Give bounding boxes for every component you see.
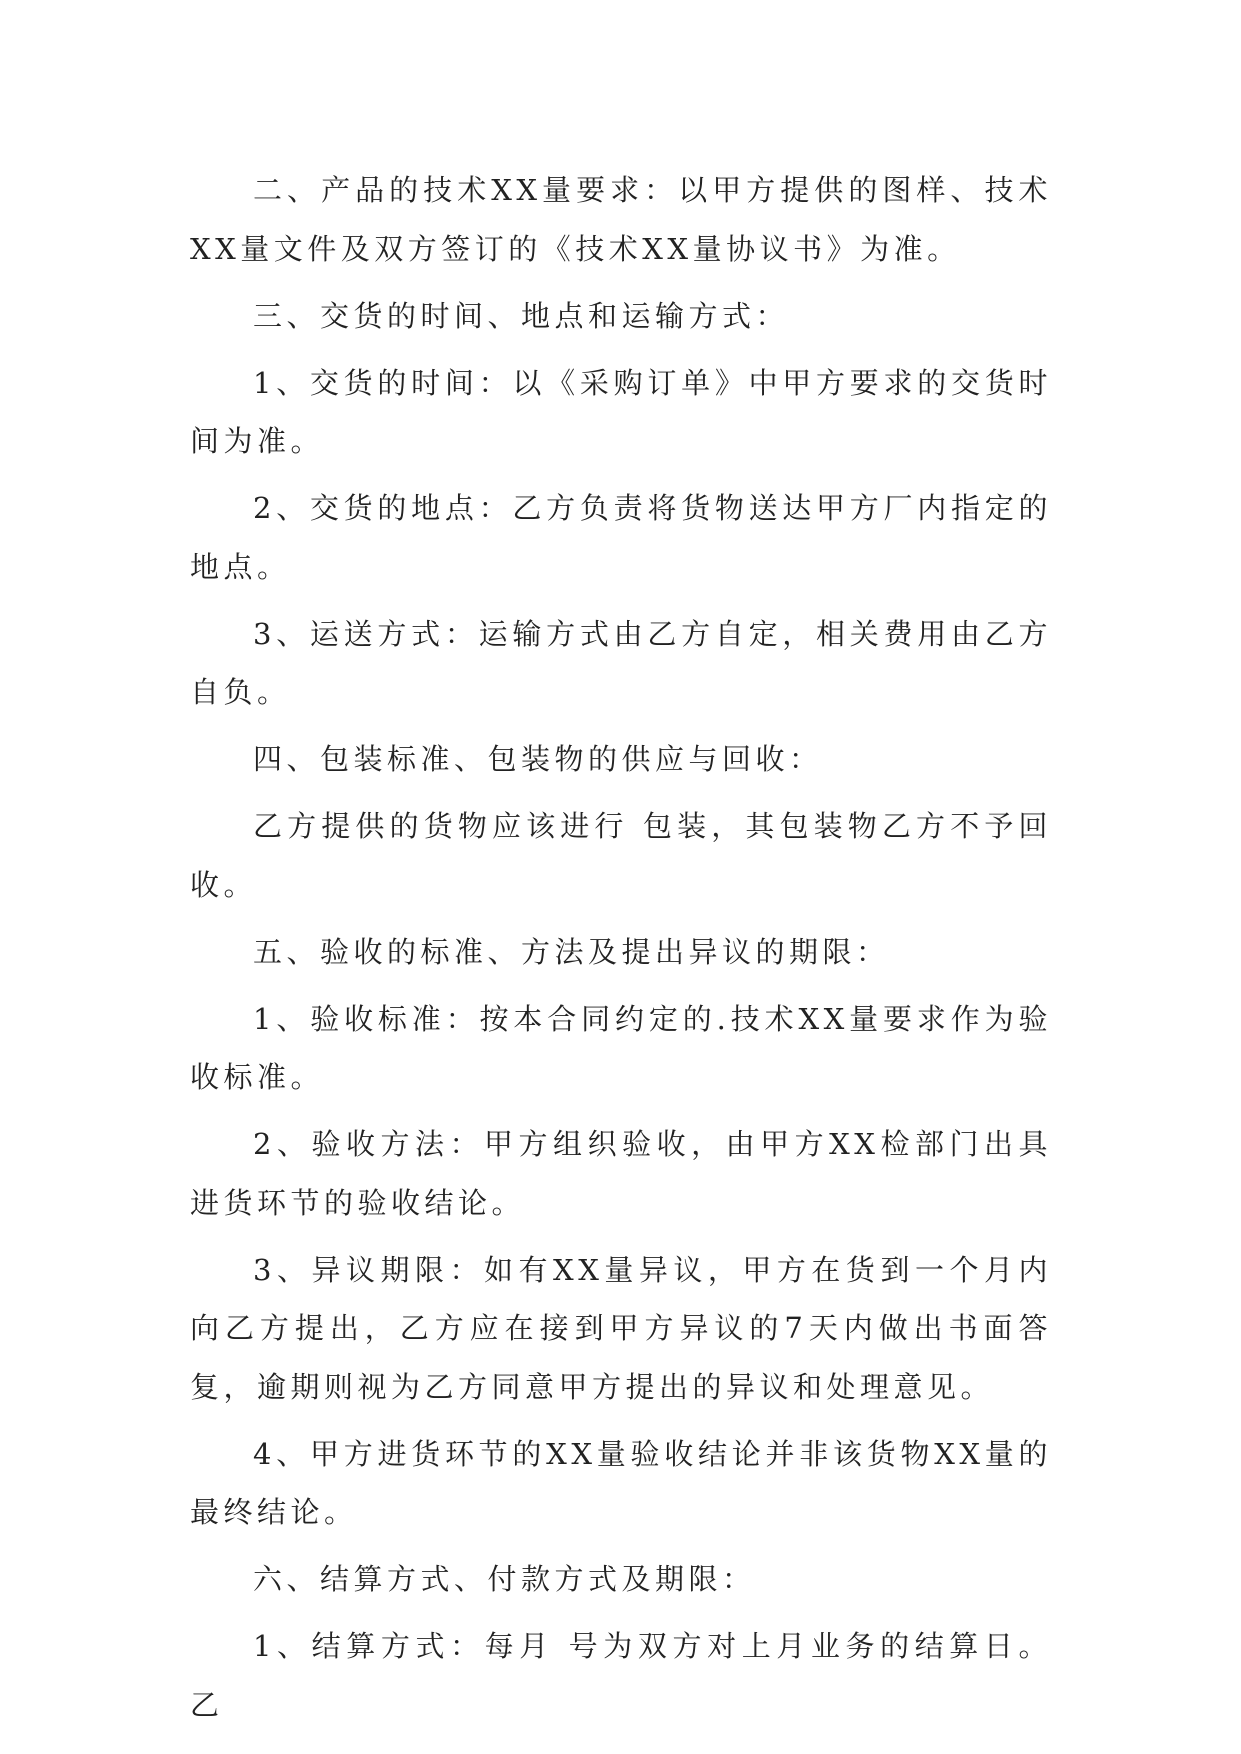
section-heading-settlement: 六、结算方式、付款方式及期限：: [253, 1562, 756, 1596]
paragraph-delivery-location: 2、交货的地点：乙方负责将货物送达甲方厂内指定的地点。: [190, 491, 1052, 584]
document-body: [190, 161, 1052, 1743]
paragraph-objection-period: 3、异议期限：如有XX量异议，甲方在货到一个月内向乙方提出，乙方应在接到甲方异议的7天内做出书面答复，逾期则视为乙方同意甲方提出的异议和处理意见。: [190, 1252, 1052, 1404]
paragraph-acceptance-method: 2、验收方法：甲方组织验收，由甲方XX检部门出具进货环节的验收结论。: [190, 1127, 1052, 1220]
paragraph-acceptance-standard: 1、验收标准：按本合同约定的.技术XX量要求作为验收标准。: [190, 1001, 1052, 1094]
paragraph-final-conclusion: 4、甲方进货环节的XX量验收结论并非该货物XX量的最终结论。: [190, 1436, 1052, 1529]
paragraph-packaging: 乙方提供的货物应该进行 包装，其包装物乙方不予回收。: [190, 809, 1052, 902]
section-heading-acceptance: 五、验收的标准、方法及提出异议的期限：: [253, 934, 890, 969]
paragraph-settlement-method: 1、结算方式：每月 号为双方对上月业务的结算日。乙: [190, 1629, 1052, 1722]
paragraph-product-quality-requirements: 二、产品的技术XX量要求：以甲方提供的图样、技术XX量文件及双方签订的《技术XX量协议书》为准。: [190, 173, 1052, 266]
paragraph-transport-method: 3、运送方式：运输方式由乙方自定，相关费用由乙方自负。: [190, 616, 1052, 709]
section-heading-delivery: 三、交货的时间、地点和运输方式：: [253, 298, 790, 333]
paragraph-delivery-time: 1、交货的时间：以《采购订单》中甲方要求的交货时间为准。: [190, 365, 1052, 458]
section-heading-packaging: 四、包装标准、包装物的供应与回收：: [253, 742, 823, 776]
